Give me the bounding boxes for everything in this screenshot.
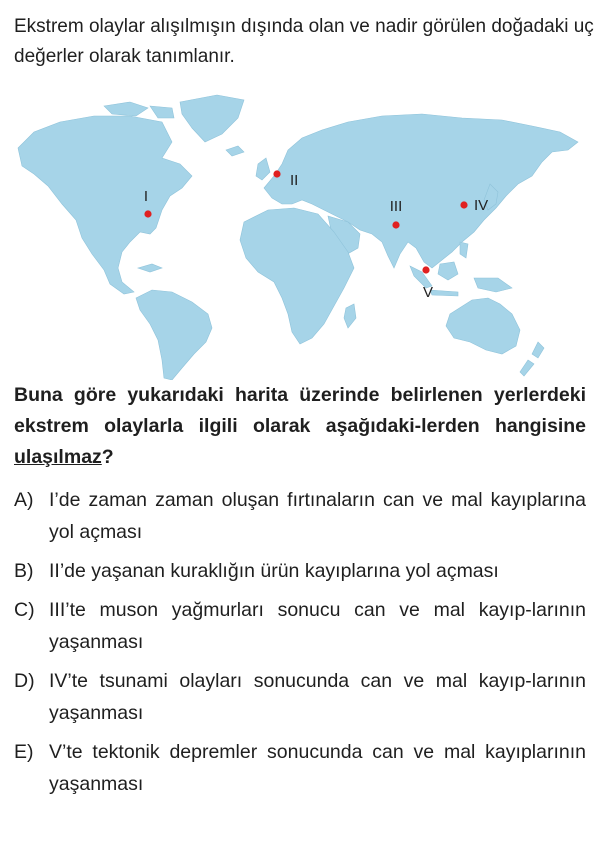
philippines-shape [460, 242, 468, 258]
option-c[interactable] [14, 594, 586, 658]
madagascar-shape [344, 304, 356, 328]
question-underlined: ulaşılmaz [14, 446, 102, 468]
new-zealand-shape-2 [520, 360, 534, 376]
arctic-islands-shape [104, 102, 148, 116]
question-main: Buna göre yukarıdaki harita üzerinde belirlenen yerlerdeki ekstrem olaylarla ilgili olarak aşağıdaki-lerden hangisine [14, 384, 586, 437]
option-a-text: I’de zaman zaman oluşan fırtınaların can ve mal kayıplarına yol açması [49, 489, 586, 543]
caribbean-shape [138, 264, 162, 272]
question-end: ? [101, 446, 114, 468]
option-b-letter: B) [14, 560, 34, 582]
option-a-letter: A) [14, 489, 34, 511]
option-e-text: V’te tektonik depremler sonucunda can ve mal kayıplarının yaşanması [49, 741, 586, 795]
marker-dot-iv [460, 201, 467, 208]
north-america-shape [18, 116, 192, 294]
option-c-letter: C) [14, 599, 35, 621]
australia-shape [446, 298, 520, 354]
option-d[interactable] [14, 665, 586, 729]
new-guinea-shape [474, 278, 512, 292]
option-a[interactable] [14, 484, 586, 548]
borneo-shape [438, 262, 458, 280]
marker-label-i: I [143, 188, 149, 205]
option-d-letter: D) [14, 670, 35, 692]
arctic-islands-shape-2 [150, 106, 174, 118]
uk-shape [256, 158, 270, 180]
marker-dot-ii [273, 170, 280, 177]
marker-dot-i [144, 210, 151, 217]
iceland-shape [226, 146, 244, 156]
marker-label-iii: III [389, 198, 403, 215]
option-b[interactable] [14, 555, 586, 587]
greenland-shape [180, 95, 244, 142]
marker-label-iv: IV [474, 197, 489, 214]
marker-label-ii: II [290, 172, 299, 189]
marker-label-v: V [422, 284, 434, 301]
option-b-text: II’de yaşanan kuraklığın ürün kayıplarına yol açması [49, 560, 499, 582]
option-c-text: III’te muson yağmurları sonucu can ve mal kayıp-larının yaşanması [49, 599, 586, 653]
question-text [14, 380, 586, 473]
intro-text: Ekstrem olaylar alışılmışın dışında olan ve nadir görülen doğadaki uç değerler olarak tanımlanır. [14, 16, 594, 67]
new-zealand-shape [532, 342, 544, 358]
south-america-shape [136, 290, 212, 380]
answer-options [14, 484, 586, 807]
marker-dot-iii [392, 221, 399, 228]
continents [18, 95, 578, 380]
option-e[interactable] [14, 736, 586, 800]
option-e-letter: E) [14, 741, 34, 763]
marker-dot-v [422, 266, 429, 273]
world-map [12, 92, 592, 380]
option-d-text: IV’te tsunami olayları sonucunda can ve mal kayıp-larının yaşanması [49, 670, 586, 724]
java-shape [430, 290, 458, 296]
